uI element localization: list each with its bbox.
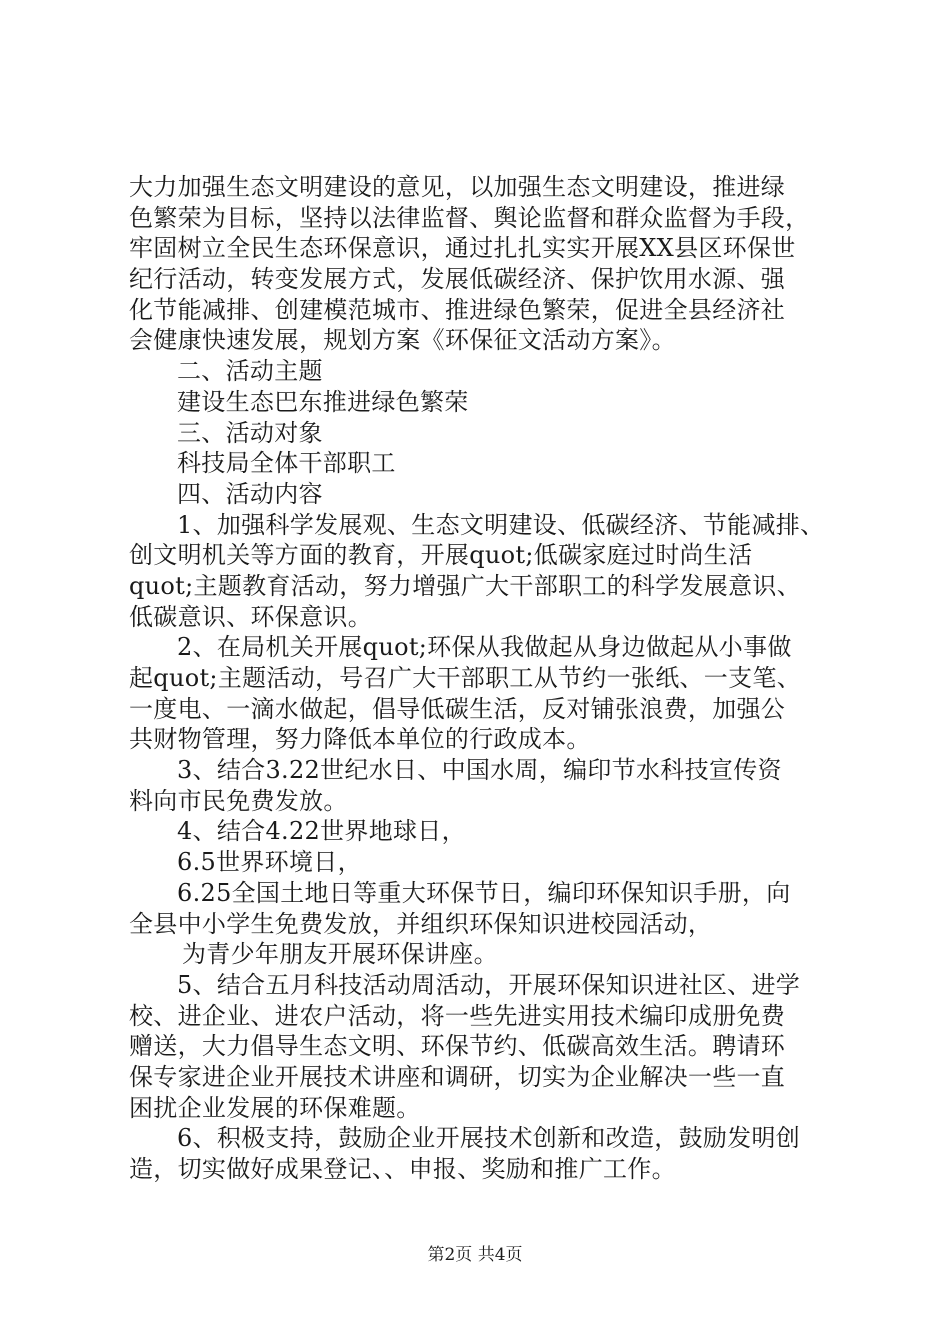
text-line: 一度电、一滴水做起，倡导低碳生活，反对铺张浪费，加强公 — [129, 694, 786, 723]
text-line: 5、结合五月科技活动周活动，开展环保知识进社区、进学 — [177, 970, 801, 999]
text-line: 全县中小学生免费发放，并组织环保知识进校园活动， — [129, 909, 713, 938]
text-line: 6.25全国土地日等重大环保节日，编印环保知识手册，向 — [177, 878, 791, 907]
text-line: 化节能减排、创建模范城市、推进绿色繁荣，促进全县经济社 — [129, 295, 786, 324]
text-line: quot;主题教育活动，努力增强广大干部职工的科学发展意识、 — [129, 571, 801, 600]
text-line: 低碳意识、环保意识。 — [129, 602, 372, 631]
text-line: 造，切实做好成果登记、、申报、奖励和推广工作。 — [129, 1155, 676, 1183]
text-line: 料向市民免费发放。 — [129, 786, 348, 815]
text-line: 为青少年朋友开展环保讲座。 — [182, 940, 498, 969]
text-line: 保专家进企业开展技术讲座和调研，切实为企业解决一些一直 — [129, 1062, 786, 1091]
text-line: 三、活动对象 — [177, 418, 323, 447]
text-line: 四、活动内容 — [177, 479, 323, 508]
page-number-label: 第2页 共4页 — [427, 1245, 523, 1265]
text-line: 共财物管理，努力降低本单位的行政成本。 — [129, 725, 591, 754]
text-line: 牢固树立全民生态环保意识，通过扎扎实实开展XX县区环保世 — [129, 234, 796, 263]
text-line: 6、积极支持，鼓励企业开展技术创新和改造，鼓励发明创 — [177, 1124, 801, 1153]
text-line: 2、在局机关开展quot;环保从我做起从身边做起从小事做 — [177, 633, 792, 662]
document-body — [129, 172, 829, 1185]
text-line: 建设生态巴东推进绿色繁荣 — [177, 387, 469, 416]
text-line: 困扰企业发展的环保难题。 — [129, 1093, 421, 1122]
text-line: 3、结合3.22世纪水日、中国水周，编印节水科技宣传资 — [177, 756, 782, 785]
text-line: 赠送，大力倡导生态文明、环保节约、低碳高效生活。聘请环 — [129, 1032, 786, 1061]
text-line: 4、结合4.22世界地球日， — [177, 817, 466, 846]
text-line: 校、进企业、进农户活动，将一些先进实用技术编印成册免费 — [129, 1001, 786, 1030]
text-line: 创文明机关等方面的教育，开展quot;低碳家庭过时尚生活 — [129, 541, 753, 570]
text-line: 二、活动主题 — [177, 357, 323, 386]
text-line: 纪行活动，转变发展方式，发展低碳经济、保护饮用水源、强 — [129, 265, 786, 294]
text-line: 科技局全体干部职工 — [177, 449, 396, 478]
text-line: 起quot;主题活动，号召广大干部职工从节约一张纸、一支笔、 — [129, 664, 801, 692]
text-line: 色繁荣为目标，坚持以法律监督、舆论监督和群众监督为手段， — [129, 203, 810, 232]
page-footer — [0, 1244, 950, 1266]
text-line: 大力加强生态文明建设的意见，以加强生态文明建设，推进绿 — [129, 173, 786, 201]
text-line: 6.5世界环境日， — [177, 848, 362, 877]
text-line: 1、加强科学发展观、生态文明建设、低碳经济、节能减排、 — [177, 510, 825, 539]
text-line: 会健康快速发展，规划方案《环保征文活动方案》。 — [129, 326, 676, 355]
